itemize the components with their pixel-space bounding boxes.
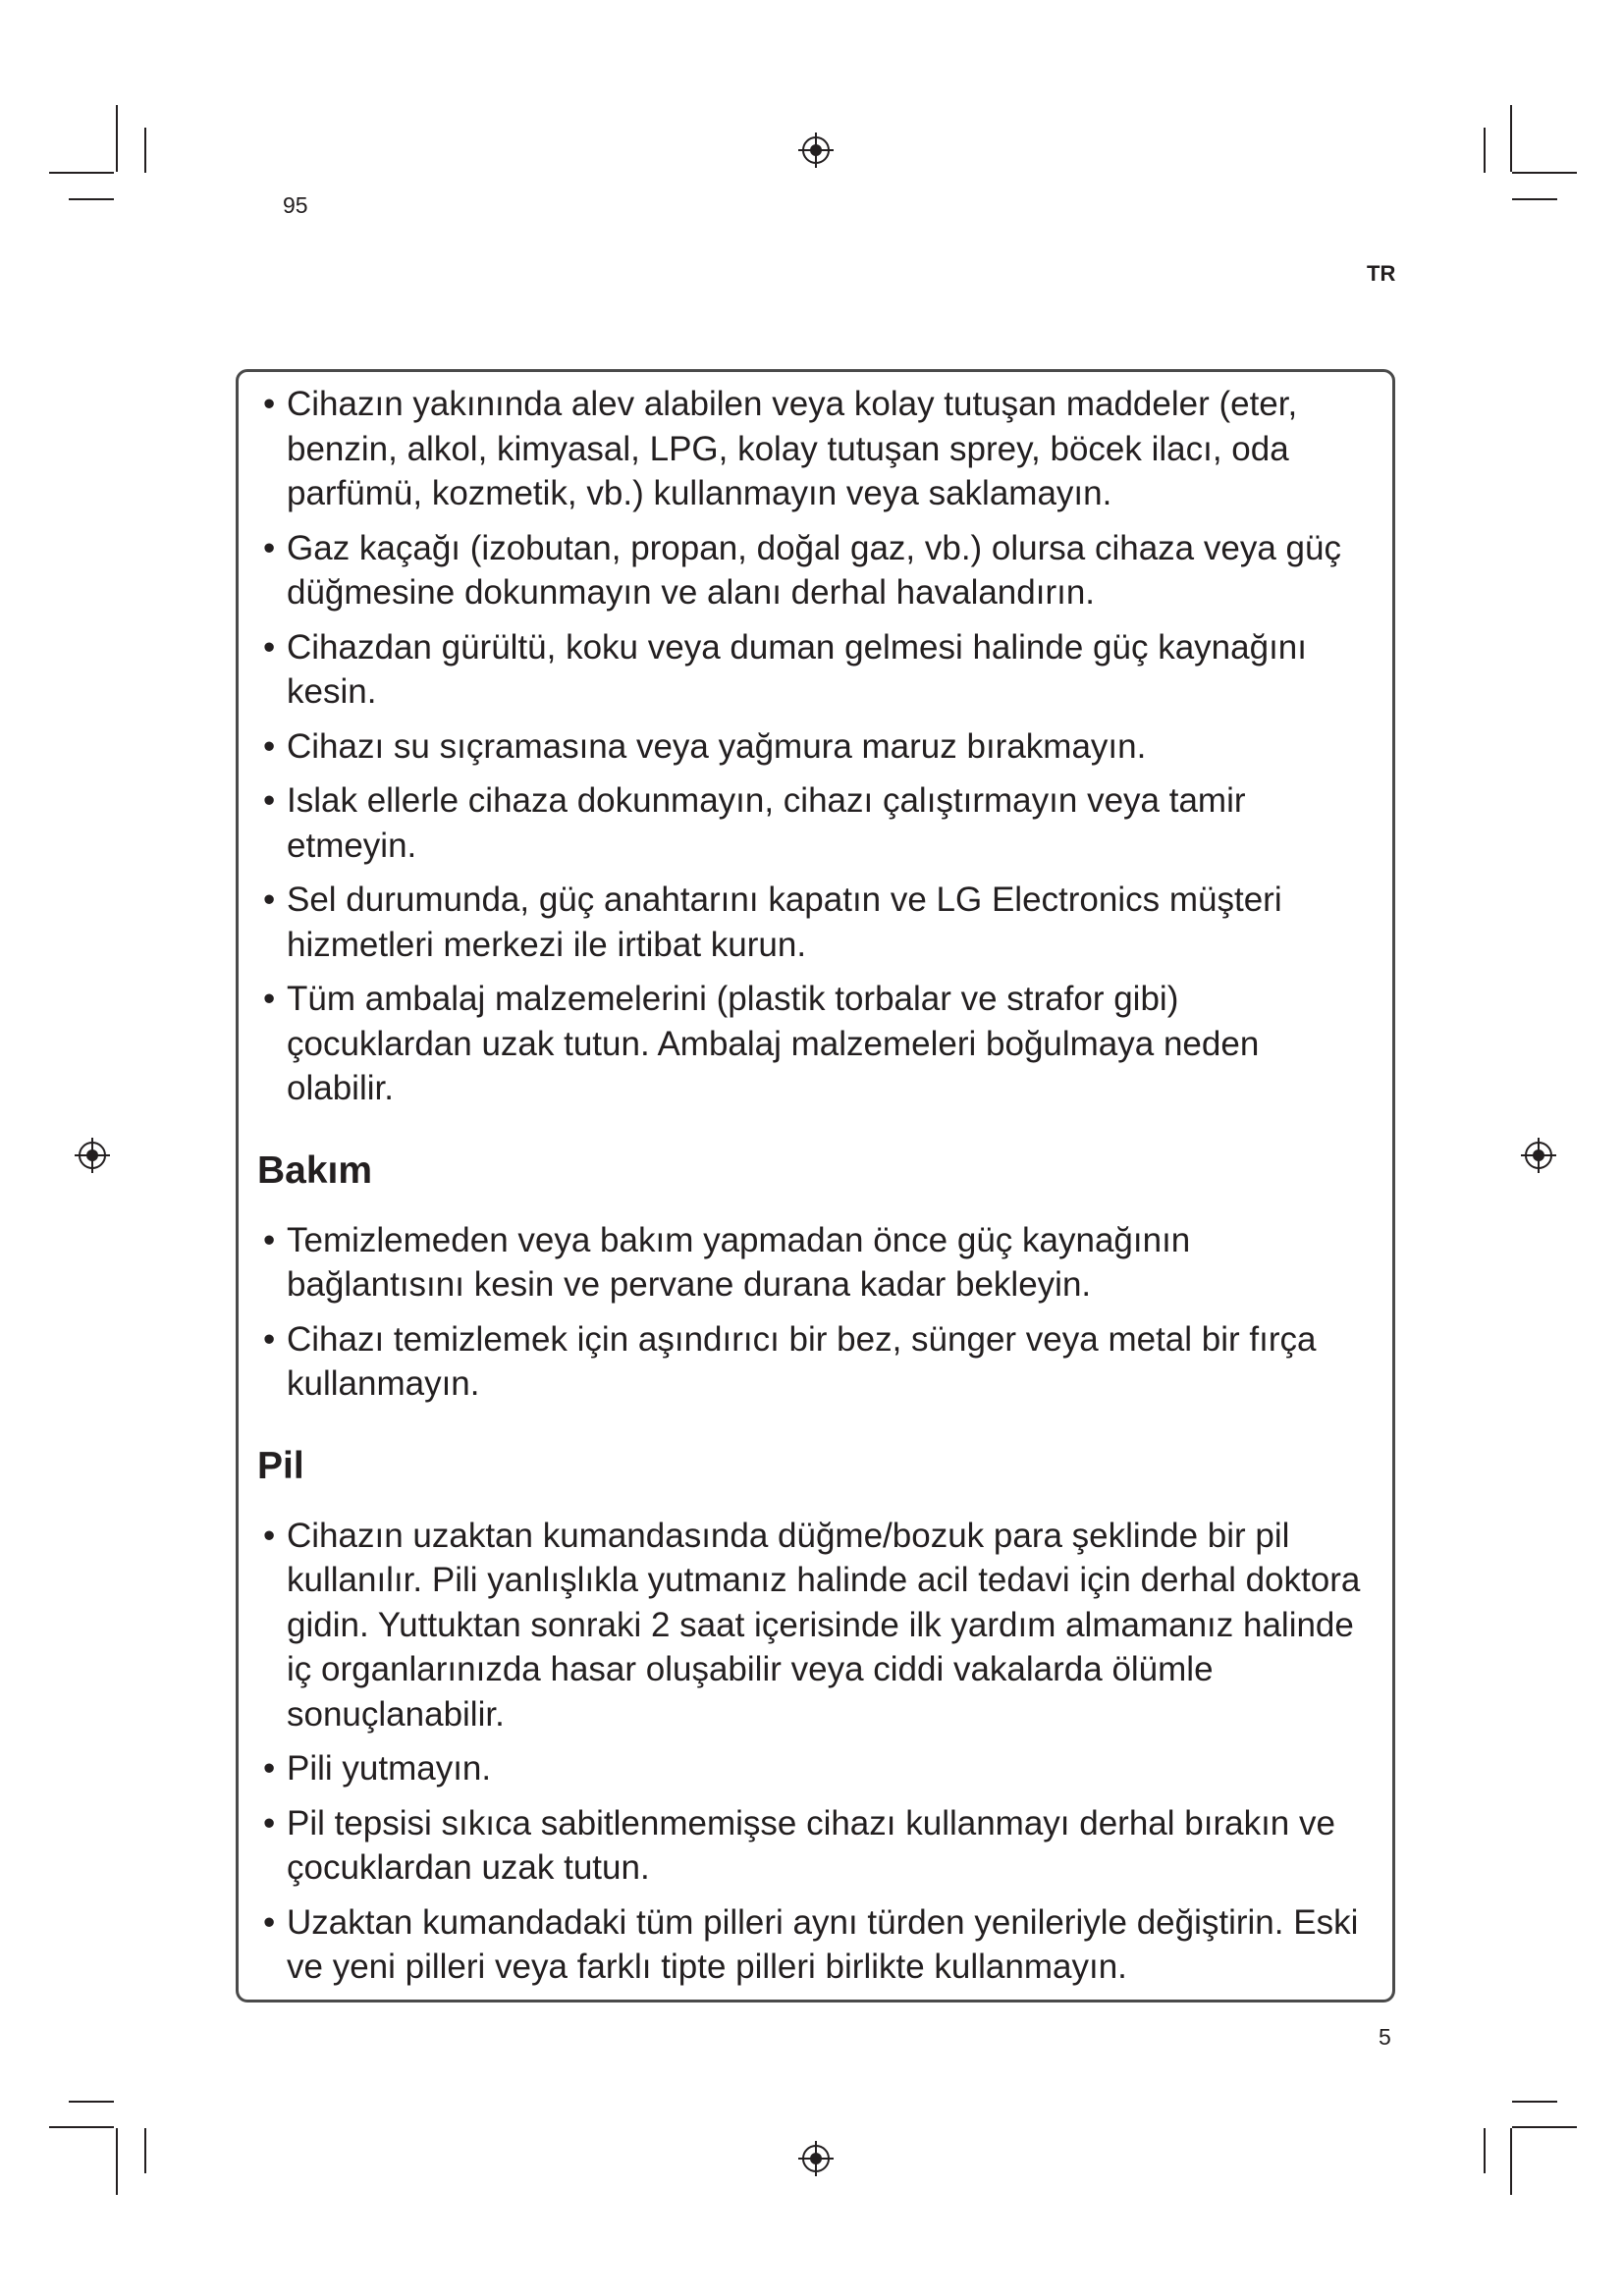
sheet-number: 95 xyxy=(283,192,308,218)
section-heading-battery: Pil xyxy=(257,1444,304,1487)
crop-mark xyxy=(1512,172,1577,174)
maintenance-list xyxy=(257,1218,1371,1407)
list-item: • Cihazın yakınında alev alabilen veya kolay tutuşan maddeler (eter, benzin, alkol, kimyasal, LPG, kolay tutuşan sprey, böcek ilacı, oda parfümü, kozmetik, vb.) kullanmayın veya saklamayın. xyxy=(263,385,1298,512)
safety-box xyxy=(236,369,1395,2002)
list-item: • Temizlemeden veya bakım yapmadan önce güç kaynağının bağlantısını kesin ve pervane durana kadar bekleyin. xyxy=(263,1220,1191,1304)
crop-mark xyxy=(49,2126,114,2128)
crop-mark xyxy=(1510,105,1512,172)
list-item: • Pil tepsisi sıkıca sabitlenmemişse cihazı kullanmayı derhal bırakın ve çocuklardan uzak tutun. xyxy=(263,1803,1335,1887)
crop-mark xyxy=(1510,2128,1512,2195)
list-item: • Gaz kaçağı (izobutan, propan, doğal gaz, vb.) olursa cihaza veya güç düğmesine dokunmayın ve alanı derhal havalandırın. xyxy=(263,528,1341,612)
list-item: • Cihazdan gürültü, koku veya duman gelmesi halinde güç kaynağını kesin. xyxy=(263,627,1307,711)
battery-list xyxy=(257,1514,1371,1990)
list-item: • Uzaktan kumandadaki tüm pilleri aynı türden yenileriyle değiştirin. Eski ve yeni pilleri veya farklı tipte pilleri birlikte kullanmayın. xyxy=(263,1902,1359,1986)
crop-mark xyxy=(49,172,114,174)
crop-mark xyxy=(116,2128,118,2195)
list-item: • Cihazın uzaktan kumandasında düğme/bozuk para şeklinde bir pil kullanılır. Pili yanlışlıkla yutmanız halinde acil tedavi için derhal doktora gidin. Yuttuktan sonraki 2 saat içerisinde ilk yardım almamanız halinde iç organlarınızda hasar oluşabilir veya ciddi vakalarda ölümle sonuçlanabilir. xyxy=(263,1516,1361,1734)
crop-mark xyxy=(116,105,118,172)
registration-mark-icon xyxy=(1519,1136,1558,1175)
section-heading-maintenance: Bakım xyxy=(257,1148,373,1192)
list-item: • Cihazı temizlemek için aşındırıcı bir bez, sünger veya metal bir fırça kullanmayın. xyxy=(263,1319,1317,1403)
crop-mark xyxy=(144,2128,146,2173)
safety-list xyxy=(257,382,1371,1111)
registration-mark-icon xyxy=(73,1136,112,1175)
crop-mark xyxy=(1484,2128,1486,2173)
list-item: • Cihazı su sıçramasına veya yağmura maruz bırakmayın. xyxy=(263,726,1147,766)
crop-mark xyxy=(1512,2126,1577,2128)
crop-mark xyxy=(1484,128,1486,173)
crop-mark xyxy=(1512,2101,1557,2103)
crop-mark xyxy=(69,2101,114,2103)
list-item: • Pili yutmayın. xyxy=(263,1749,492,1788)
list-item: • Sel durumunda, güç anahtarını kapatın ve LG Electronics müşteri hizmetleri merkezi ile irtibat kurun. xyxy=(263,881,1282,964)
registration-mark-icon xyxy=(796,131,836,170)
list-item: • Tüm ambalaj malzemelerini (plastik torbalar ve strafor gibi) çocuklardan uzak tutun. Ambalaj malzemeleri boğulmaya neden olabilir. xyxy=(263,980,1260,1107)
crop-mark xyxy=(144,128,146,173)
list-item: • Islak ellerle cihaza dokunmayın, cihazı çalıştırmayın veya tamir etmeyin. xyxy=(263,781,1246,865)
crop-mark xyxy=(69,198,114,200)
registration-mark-icon xyxy=(796,2139,836,2178)
page-number: 5 xyxy=(1379,2024,1391,2050)
language-code: TR xyxy=(1367,261,1396,286)
crop-mark xyxy=(1512,198,1557,200)
